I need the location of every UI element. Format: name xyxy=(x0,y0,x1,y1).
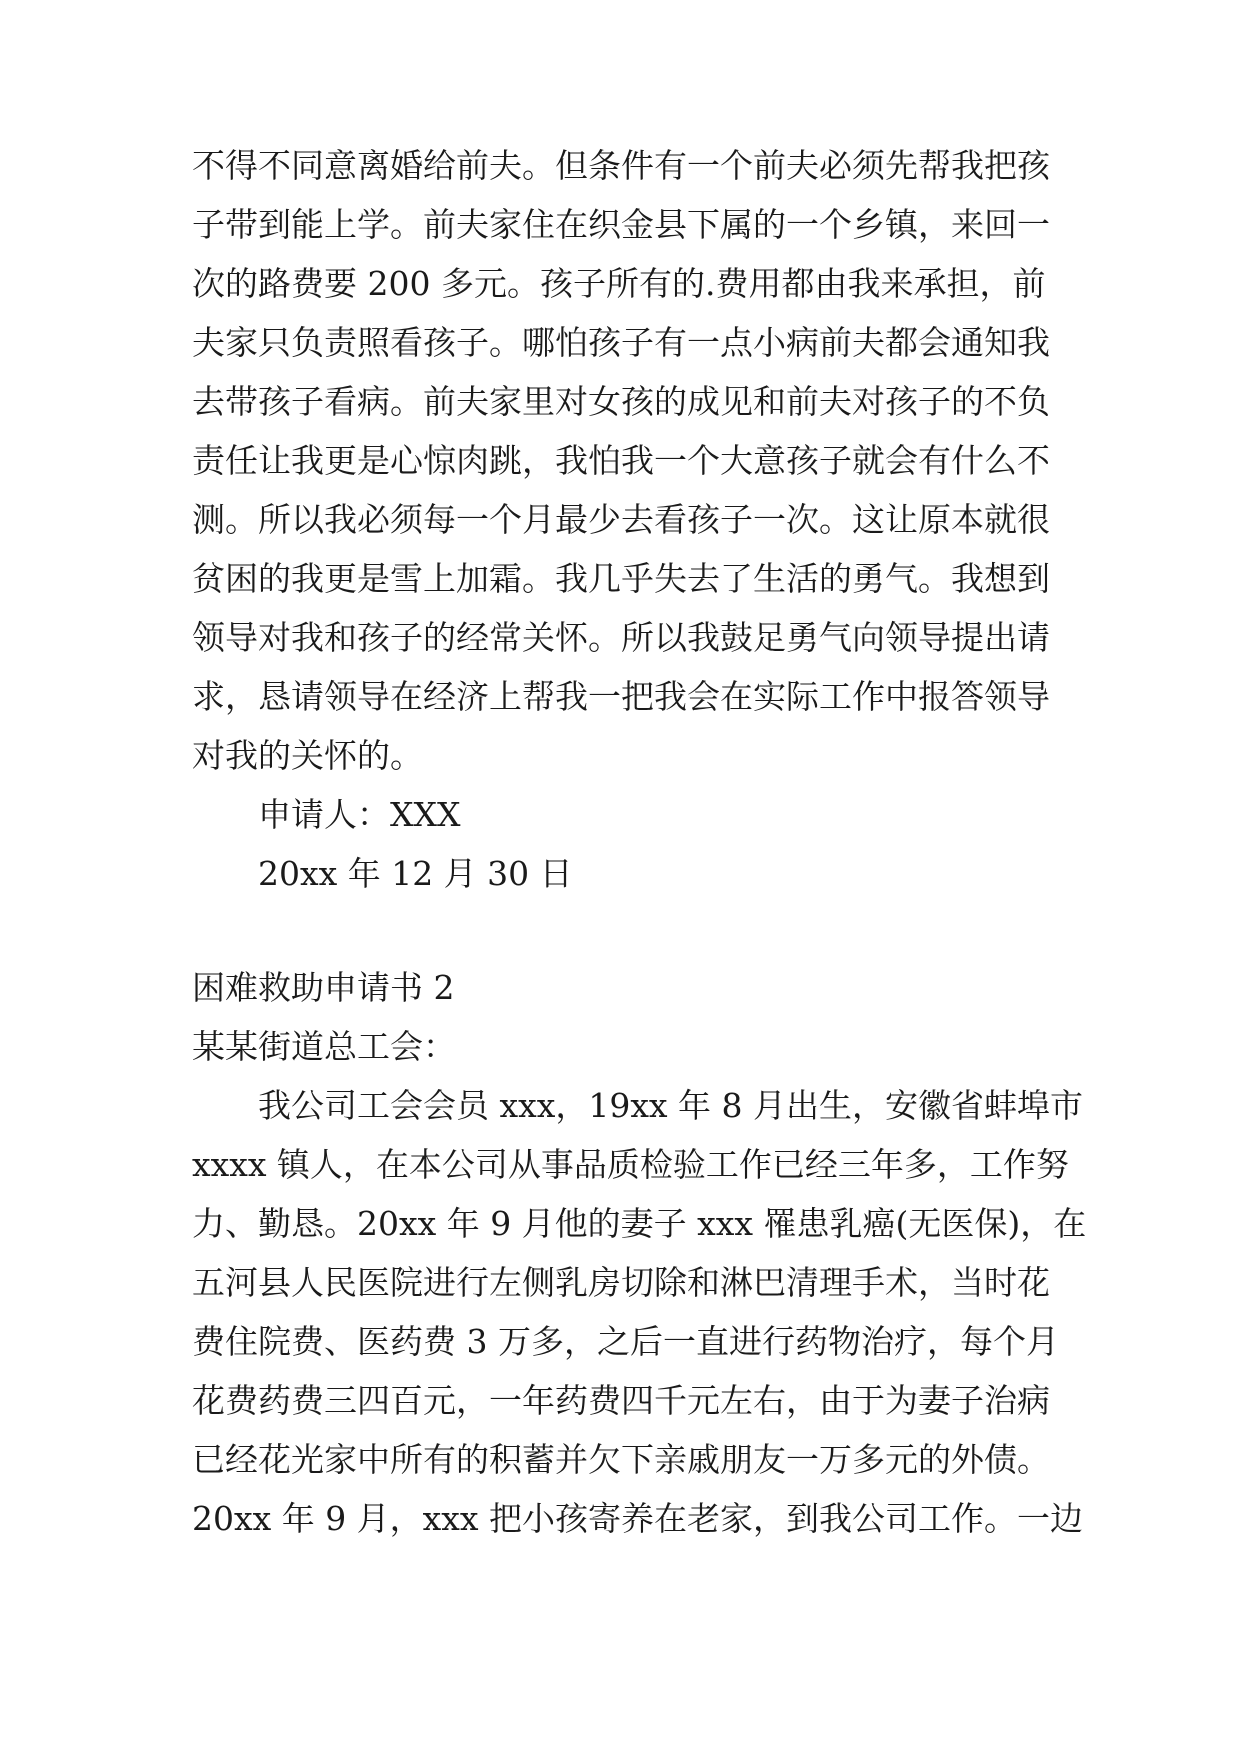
paragraph-line: 求，恳请领导在经济上帮我一把我会在实际工作中报答领导 xyxy=(192,677,1050,716)
paragraph-line: 花费药费三四百元，一年药费四千元左右，由于为妻子治病 xyxy=(192,1381,1050,1420)
signature-date: 20xx 年 12 月 30 日 xyxy=(258,854,573,893)
applicant-signature: 申请人：XXX xyxy=(258,795,461,834)
paragraph-line: xxxx 镇人，在本公司从事品质检验工作已经三年多，工作努 xyxy=(192,1145,1069,1184)
paragraph-line: 领导对我和孩子的经常关怀。所以我鼓足勇气向领导提出请 xyxy=(192,618,1050,657)
paragraph-line: 夫家只负责照看孩子。哪怕孩子有一点小病前夫都会通知我 xyxy=(192,323,1050,362)
salutation: 某某街道总工会： xyxy=(192,1027,456,1066)
document-title: 困难救助申请书 2 xyxy=(192,968,455,1007)
paragraph-line: 责任让我更是心惊肉跳，我怕我一个大意孩子就会有什么不 xyxy=(192,441,1050,480)
paragraph-line: 力、勤恳。20xx 年 9 月他的妻子 xxx 罹患乳癌(无医保)，在 xyxy=(192,1204,1087,1243)
paragraph-line: 对我的关怀的。 xyxy=(192,736,423,775)
paragraph-line: 去带孩子看病。前夫家里对女孩的成见和前夫对孩子的不负 xyxy=(192,382,1050,421)
paragraph-line: 费住院费、医药费 3 万多，之后一直进行药物治疗，每个月 xyxy=(192,1322,1059,1361)
paragraph-line: 五河县人民医院进行左侧乳房切除和淋巴清理手术，当时花 xyxy=(192,1263,1050,1302)
paragraph-line: 贫困的我更是雪上加霜。我几乎失去了生活的勇气。我想到 xyxy=(192,559,1050,598)
paragraph-line: 测。所以我必须每一个月最少去看孩子一次。这让原本就很 xyxy=(192,500,1050,539)
paragraph-line: 已经花光家中所有的积蓄并欠下亲戚朋友一万多元的外债。 xyxy=(192,1440,1050,1479)
paragraph-line: 我公司工会会员 xxx，19xx 年 8 月出生，安徽省蚌埠市 xyxy=(258,1086,1083,1125)
paragraph-line: 不得不同意离婚给前夫。但条件有一个前夫必须先帮我把孩 xyxy=(192,146,1050,185)
paragraph-line: 20xx 年 9 月，xxx 把小孩寄养在老家，到我公司工作。一边 xyxy=(192,1499,1083,1538)
paragraph-line: 次的路费要 200 多元。孩子所有的.费用都由我来承担，前 xyxy=(192,264,1046,303)
paragraph-line: 子带到能上学。前夫家住在织金县下属的一个乡镇，来回一 xyxy=(192,205,1050,244)
